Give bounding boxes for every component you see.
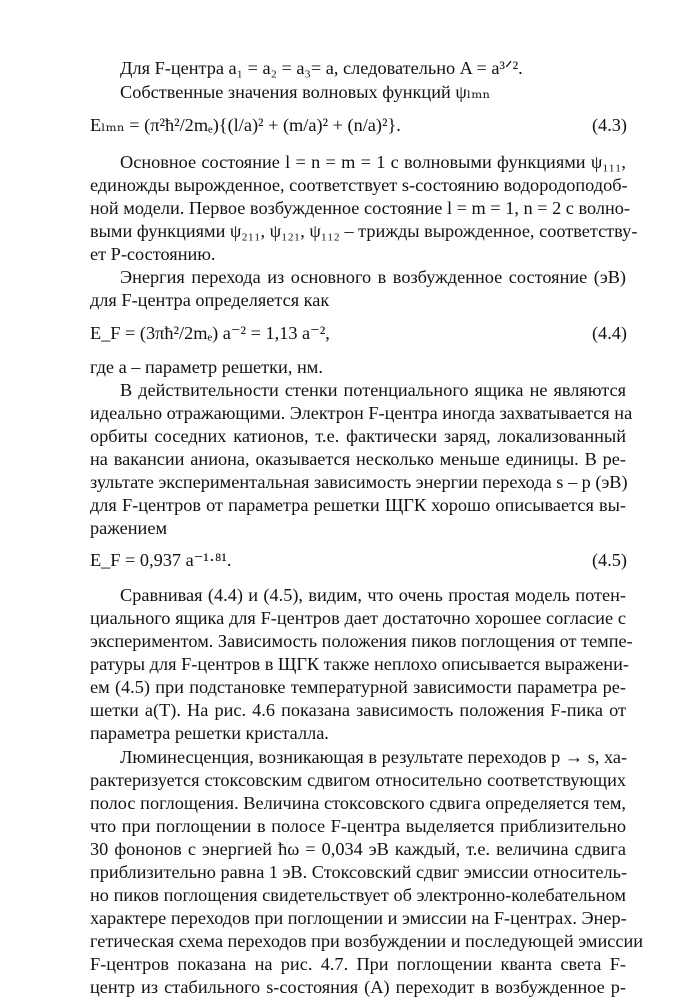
text-line: приблизительно равна 1 эВ. Стоксовский сдвиг эмиссии относитель- [90, 862, 628, 882]
equation-number: (4.5) [591, 550, 627, 570]
text-line: характере переходов при поглощении и эмиссии на F-центрах. Энер- [90, 908, 627, 928]
text-line: Люминесценция, возникающая в результате переходов p → s, ха- [120, 747, 628, 767]
equation-4-3: Eₗₘₙ = (π²ħ²/2mₑ){(l/a)² + (m/a)² + (n/a)²}. [90, 115, 401, 135]
text-line: ной модели. Первое возбужденное состояние l = m = 1, n = 2 с волно- [90, 198, 631, 218]
text-line: Собственные значения волновых функций ψₗₘₙ [120, 82, 491, 102]
text-line: идеально отражающими. Электрон F-центра иногда захватывается на [90, 403, 633, 423]
text-line: Энергия перехода из основного в возбужденное состояние (эВ) [120, 267, 626, 287]
text-line: экспериментом. Зависимость положения пиков поглощения от темпе- [90, 631, 633, 651]
text-line: центр из стабильного s-состояния (A) переходит в возбужденное p- [90, 977, 626, 997]
equation-number: (4.3) [591, 115, 627, 135]
text-line: орбиты соседних катионов, т.е. фактически заряд, локализованный [90, 426, 626, 446]
equation-4-4: E_F = (3πħ²/2mₑ) a⁻² = 1,13 a⁻², [90, 323, 330, 343]
text-line: ратуры для F-центров в ЩГК также неплохо описывается выражени- [90, 654, 629, 674]
text-line: шетки a(T). На рис. 4.6 показана зависимость положения F-пика от [90, 700, 626, 720]
text-line: В действительности стенки потенциального ящика не являются [120, 380, 626, 400]
text-line: ражением [90, 518, 168, 538]
text-line: F-центров показана на рис. 4.7. При поглощении кванта света F- [90, 954, 626, 974]
text-line: Для F-центра a₁ = a₂ = a₃= a, следовательно A = a³ᐟ². [120, 58, 523, 78]
text-line: выми функциями ψ₂₁₁, ψ₁₂₁, ψ₁₁₂ – трижды вырожденное, соответству- [90, 221, 638, 241]
text-line: ем (4.5) при подстановке температурной зависимости параметра ре- [90, 677, 626, 697]
text-line: Основное состояние l = n = m = 1 с волновыми функциями ψ₁₁₁, [120, 152, 626, 172]
text-line: параметра решетки кристалла. [90, 723, 329, 743]
text-line: для F-центров от параметра решетки ЩГК хорошо описывается вы- [90, 495, 626, 515]
text-line: Сравнивая (4.4) и (4.5), видим, что очень простая модель потен- [120, 585, 626, 605]
equation-number: (4.4) [591, 323, 627, 343]
text-line: что при поглощении в полосе F-центра выделяется приблизительно [90, 816, 626, 836]
text-line: зультате экспериментальная зависимость энергии перехода s – p (эВ) [90, 472, 628, 492]
text-line: на вакансии аниона, оказывается несколько меньше единицы. В ре- [90, 449, 626, 469]
text-line: для F-центра определяется как [90, 290, 330, 310]
text-line: 30 фононов с энергией ħω = 0,034 эВ каждый, т.е. величина сдвига [90, 839, 626, 859]
text-line: циального ящика для F-центров дает достаточно хорошее согласие с [90, 608, 626, 628]
text-line: ет P-состоянию. [90, 244, 216, 264]
text-line: где a – параметр решетки, нм. [90, 357, 323, 377]
text-line: но пиков поглощения свидетельствует об электронно-колебательном [90, 885, 626, 905]
equation-4-5: E_F = 0,937 a⁻¹·⁸¹. [90, 550, 232, 570]
text-line: рактеризуется стоксовским сдвигом относительно соответствующих [90, 770, 626, 790]
text-line: гетическая схема переходов при возбуждении и последующей эмиссии [90, 931, 644, 951]
text-line: единожды вырожденное, соответствует s-состоянию водородоподоб- [90, 175, 628, 195]
text-line: полос поглощения. Величина стоксовского сдвига определяется тем, [90, 793, 626, 813]
